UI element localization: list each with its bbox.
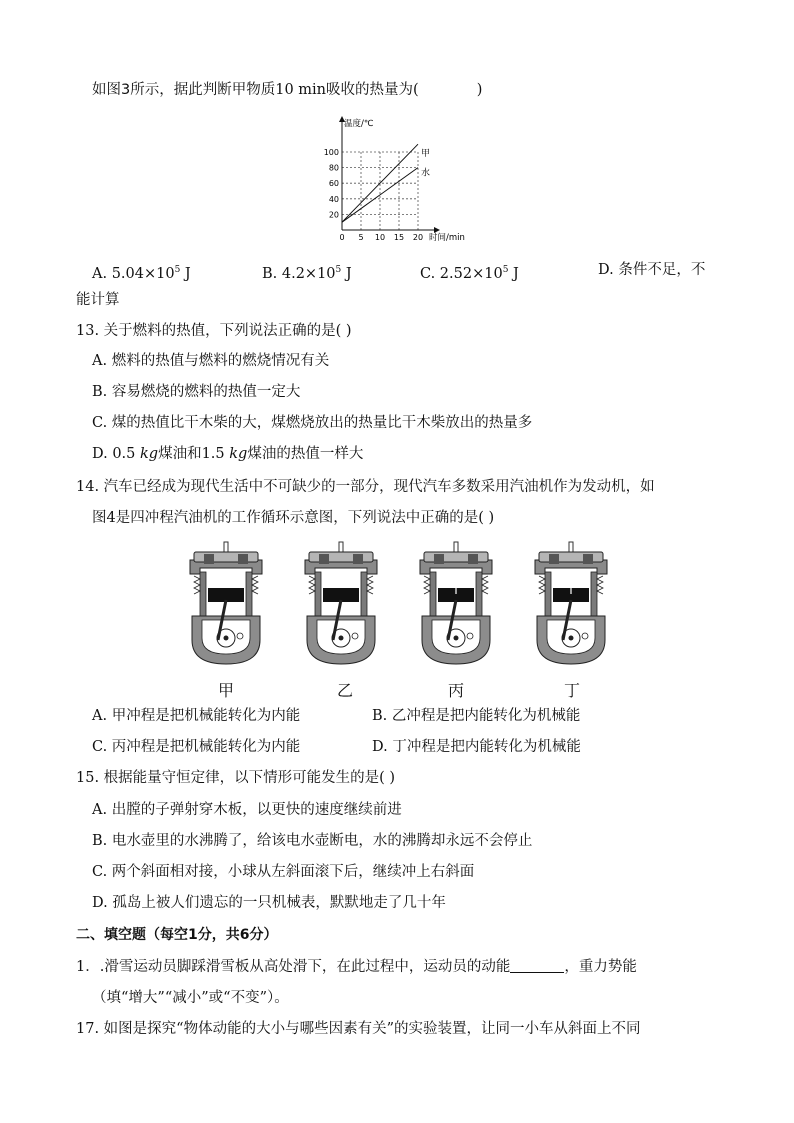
q14-option-d: D. 丁冲程是把内能转化为机械能 <box>372 739 581 755</box>
q13-option-b: B. 容易燃烧的燃料的热值一定大 <box>92 384 301 400</box>
q13-stem: 13. 关于燃料的热值，下列说法正确的是( ) <box>76 323 352 339</box>
engine-diagrams <box>180 540 620 670</box>
y-tick-label: 40 <box>328 194 339 204</box>
engine-label-jia: 甲 <box>218 681 235 700</box>
q13-option-a: A. 燃料的热值与燃料的燃烧情况有关 <box>92 353 330 369</box>
q14-option-a: A. 甲冲程是把机械能转化为内能 <box>92 708 301 724</box>
q15-option-d: D. 孤岛上被人们遗忘的一只机械表，默默地走了几十年 <box>92 895 446 911</box>
q13-option-d: D. 0.5 kg煤油和1.5 kg煤油的热值一样大 <box>92 446 364 462</box>
q12-option-d: D. 条件不足，不 <box>598 262 706 278</box>
graph-grid <box>342 152 418 230</box>
q15-option-a: A. 出膛的子弹射穿木板，以更快的速度继续前进 <box>92 802 402 818</box>
y-tick-label: 20 <box>328 210 339 220</box>
q17-line-1: 17. 如图是探究“物体动能的大小与哪些因素有关”的实验装置，让同一小车从斜面上不同 <box>76 1021 641 1037</box>
y-tick-label: 80 <box>328 163 339 173</box>
q15-option-c: C. 两个斜面相对接，小球从左斜面滚下后，继续冲上右斜面 <box>92 864 475 880</box>
y-tick-label: 60 <box>328 179 339 189</box>
q12-stem: 如图3所示，据此判断甲物质10 min吸收的热量为( ) <box>92 82 483 98</box>
x-tick-label: 10 <box>374 233 386 242</box>
q13-option-c: C. 煤的热值比干木柴的大，煤燃烧放出的热量比干木柴放出的热量多 <box>92 415 533 431</box>
q16-line-2: （填“增大”“减小”或“不变”）。 <box>92 990 289 1006</box>
q12-option-d-cont: 能计算 <box>76 292 120 308</box>
x-tick-label: 20 <box>412 233 424 242</box>
q12-option-c: C. $2.52\times 10^5$ J <box>420 265 519 282</box>
engine-label-ding: 丁 <box>564 681 581 700</box>
x-tick-label: 5 <box>358 233 364 242</box>
section-title: 二、填空题（每空1分，共6分） <box>76 927 278 943</box>
x-tick-label: 0 <box>339 233 345 242</box>
temperature-time-graph <box>318 114 478 246</box>
q15-stem: 15. 根据能量守恒定律，以下情形可能发生的是( ) <box>76 770 396 786</box>
x-axis-label: 时间/min <box>429 233 465 243</box>
q14-option-b: B. 乙冲程是把内能转化为机械能 <box>372 708 581 724</box>
engine-label-bing: 丙 <box>448 681 465 700</box>
answer-blank[interactable] <box>510 958 564 973</box>
q14-stem-2: 图4是四冲程汽油机的工作循环示意图，下列说法中正确的是( ) <box>92 510 495 526</box>
q14-option-c: C. 丙冲程是把机械能转化为内能 <box>92 739 301 755</box>
y-tick-label: 100 <box>323 148 339 157</box>
series-label: 甲 <box>421 149 431 160</box>
q16-line-1: 1．.滑雪运动员脚踩滑雪板从高处滑下，在此过程中，运动员的动能 ，重力势能 <box>76 959 637 975</box>
engine-label-yi: 乙 <box>337 681 354 700</box>
q15-option-b: B. 电水壶里的水沸腾了，给该电水壶断电，水的沸腾却永远不会停止 <box>92 833 533 849</box>
x-tick-label: 15 <box>393 233 405 242</box>
q14-stem-1: 14. 汽车已经成为现代生活中不可缺少的一部分，现代汽车多数采用汽油机作为发动机，如 <box>76 479 655 495</box>
series-label: 水 <box>421 168 431 179</box>
y-axis-label: 温度/℃ <box>344 119 374 129</box>
q12-option-b: B. $4.2\times 10^5$ J <box>262 265 352 282</box>
q12-option-a: A. $5.04\times 10^5$ J <box>92 265 191 282</box>
